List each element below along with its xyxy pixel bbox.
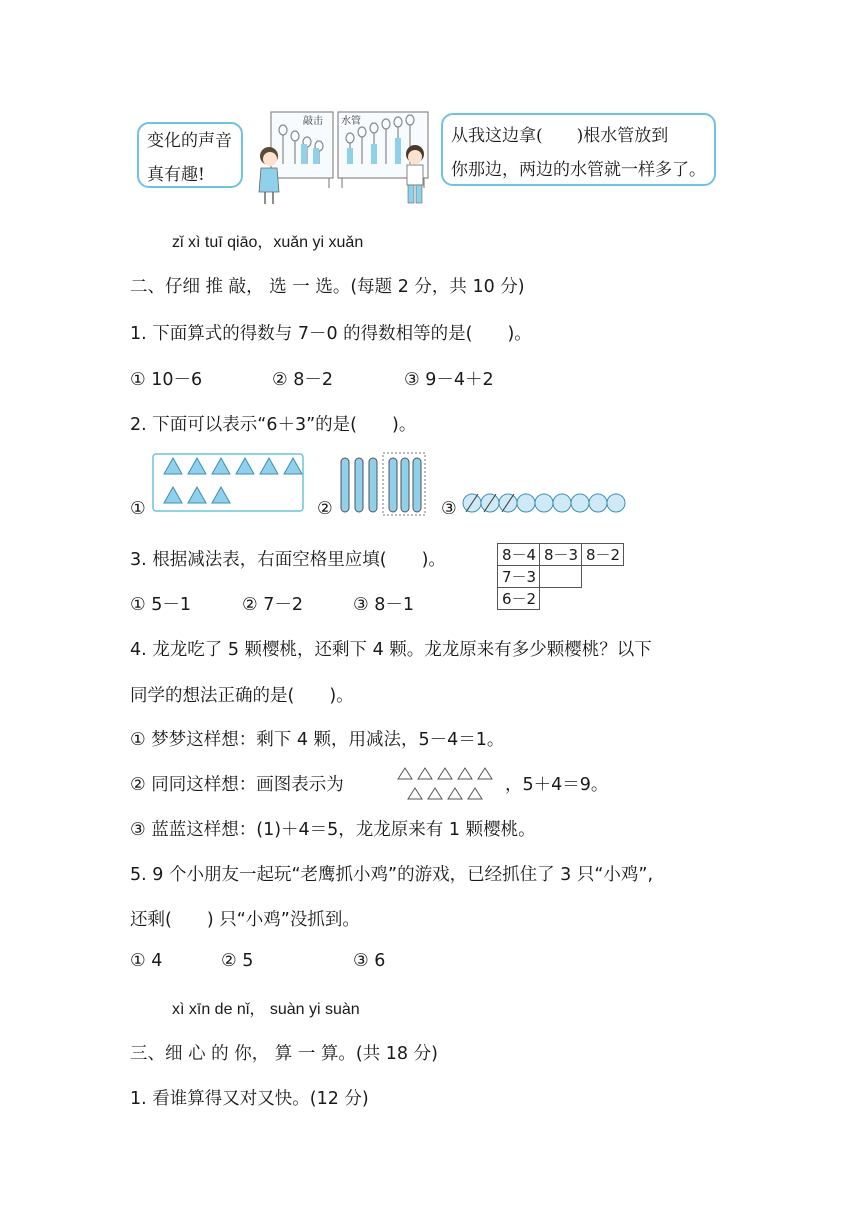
q5-option-1: ① 4 xyxy=(130,951,163,971)
q5-line-2: 还剩( ) 只“小鸡”没抓到。 xyxy=(130,910,360,930)
q3-text: 3. 根据减法表，右面空格里应填( )。 xyxy=(130,550,446,570)
q1-option-2: ② 8－2 xyxy=(272,370,334,390)
hollow-triangles-picture xyxy=(396,766,494,802)
table-cell-outside xyxy=(582,566,624,588)
q3-option-3: ③ 8－1 xyxy=(353,595,415,615)
board-label-right: 水管 xyxy=(341,116,361,127)
q5-line-1: 5. 9 个小朋友一起玩“老鹰抓小鸡”的游戏，已经抓住了 3 只“小鸡”, xyxy=(130,865,654,885)
q4-option-2-prefix: ② 同同这样想：画图表示为 xyxy=(130,775,344,795)
bubble-text-line: 从我这边拿( )根水管放到 xyxy=(451,126,669,146)
table-cell: 7－3 xyxy=(498,566,540,588)
table-cell-outside xyxy=(582,588,624,610)
bubble-text-line: 变化的声音 xyxy=(147,131,232,151)
q4-line-1: 4. 龙龙吃了 5 颗樱桃，还剩下 4 颗。龙龙原来有多少颗樱桃？以下 xyxy=(130,640,652,660)
table-cell: 8－2 xyxy=(582,544,624,566)
table-cell-blank xyxy=(540,566,582,588)
q4-option-3: ③ 蓝蓝这样想：(1)＋4＝5，龙龙原来有 1 颗樱桃。 xyxy=(130,820,536,840)
section3-pinyin: xì xīn de nǐ， suàn yi suàn xyxy=(172,1001,360,1018)
table-cell: 8－4 xyxy=(498,544,540,566)
speech-bubble-girl xyxy=(137,122,243,188)
girl-figure xyxy=(259,147,279,204)
q2-text: 2. 下面可以表示“6＋3”的是( )。 xyxy=(130,415,417,435)
q4-option-1: ① 梦梦这样想：剩下 4 颗，用减法，5－4＝1。 xyxy=(130,730,505,750)
q3-option-1: ① 5－1 xyxy=(130,595,192,615)
pipes-illustration xyxy=(245,108,441,210)
subtraction-table xyxy=(497,543,624,610)
section2-title: 二、仔细 推 敲， 选 一 选。(每题 2 分，共 10 分) xyxy=(130,277,525,297)
boy-figure xyxy=(406,145,424,203)
q1-option-3: ③ 9－4＋2 xyxy=(404,370,494,390)
bubble-text-line: 真有趣! xyxy=(147,165,205,185)
speech-bubble-boy xyxy=(441,113,716,186)
sticks-picture xyxy=(337,452,427,516)
q4-line-2: 同学的想法正确的是( )。 xyxy=(130,686,354,706)
board-label-left: 敲击 xyxy=(303,116,323,127)
section2-pinyin: zǐ xì tuī qiāo，xuǎn yi xuǎn xyxy=(172,234,364,251)
q2-option-2-mark: ② xyxy=(317,499,333,519)
q1-text: 1. 下面算式的得数与 7－0 的得数相等的是( )。 xyxy=(130,324,532,344)
q1-option-1: ① 10－6 xyxy=(130,370,203,390)
table-cell: 6－2 xyxy=(498,588,540,610)
section3-q1-text: 1. 看谁算得又对又快。(12 分) xyxy=(130,1089,369,1109)
circles-picture xyxy=(462,490,634,516)
table-cell-outside xyxy=(540,588,582,610)
q5-option-3: ③ 6 xyxy=(353,951,386,971)
q3-option-2: ② 7－2 xyxy=(242,595,304,615)
q4-option-2-suffix: ，5＋4＝9。 xyxy=(505,775,609,795)
q5-option-2: ② 5 xyxy=(221,951,254,971)
q2-option-3-mark: ③ xyxy=(441,499,457,519)
section3-title: 三、细 心 的 你， 算 一 算。(共 18 分) xyxy=(130,1044,438,1064)
bubble-text-line: 你那边，两边的水管就一样多了。 xyxy=(451,160,706,180)
q2-option-1-mark: ① xyxy=(130,499,146,519)
table-cell: 8－3 xyxy=(540,544,582,566)
triangles-picture xyxy=(152,453,304,513)
